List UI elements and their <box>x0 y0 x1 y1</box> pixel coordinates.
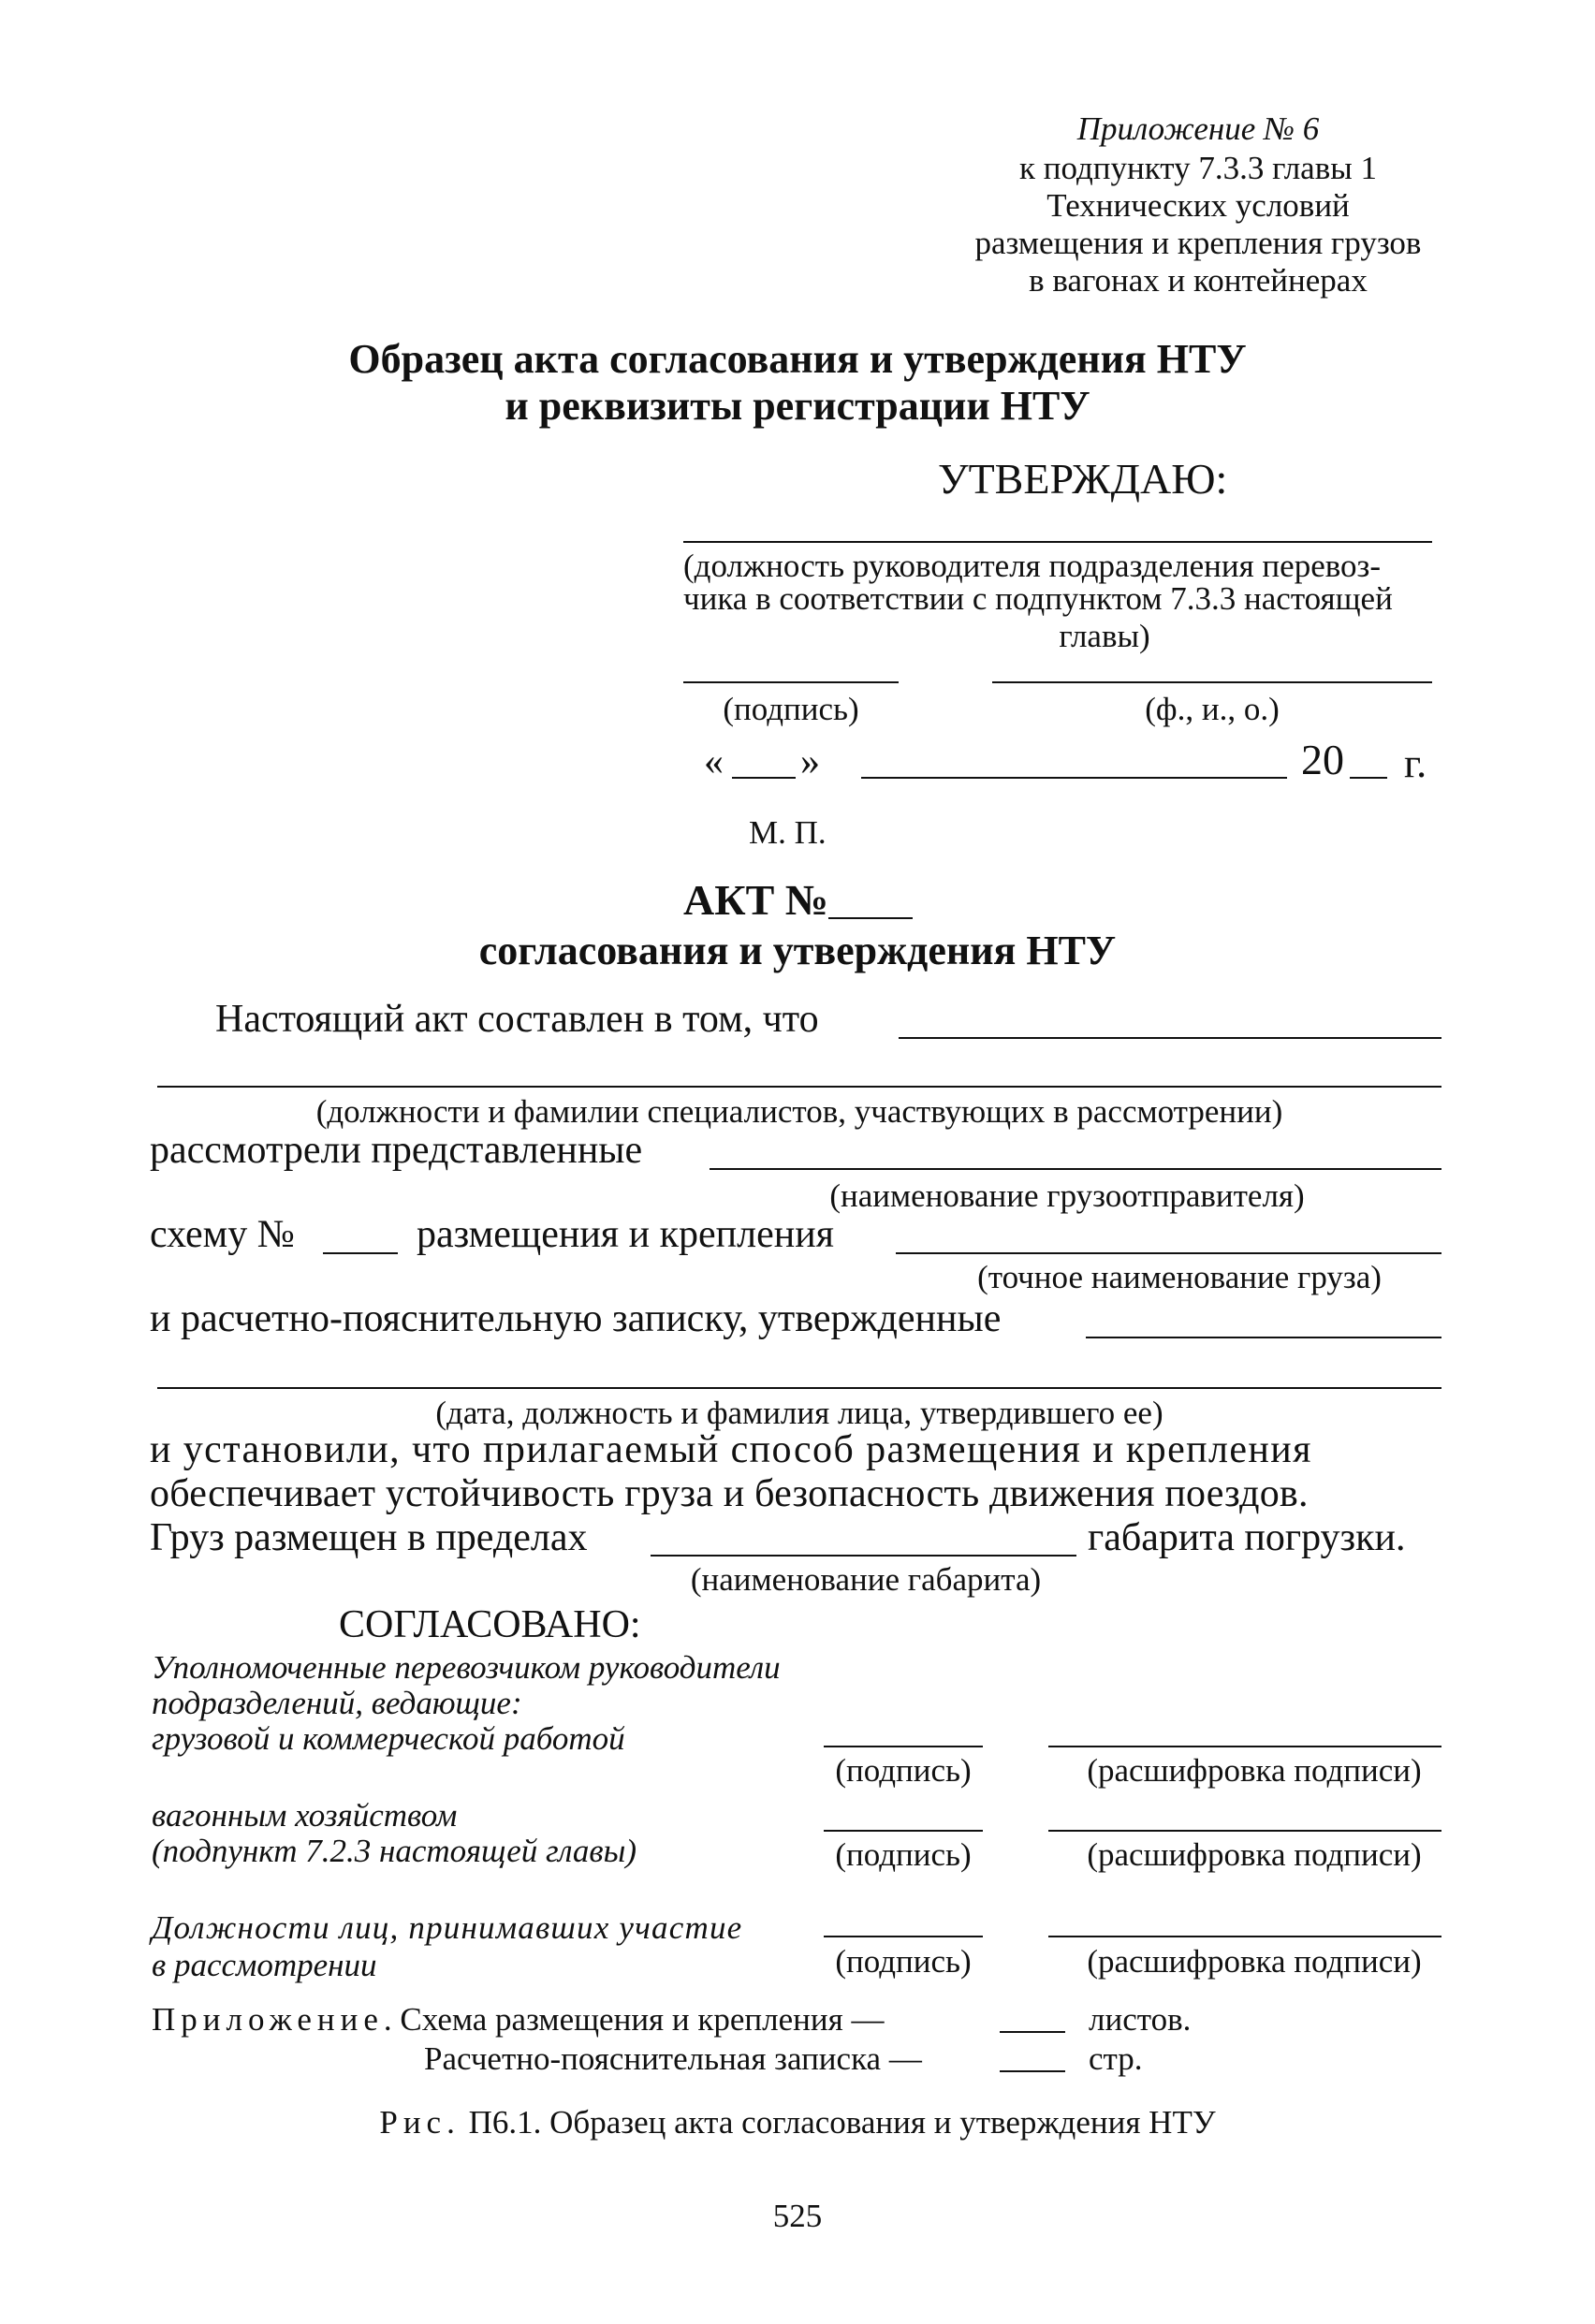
approve-signature-label: (подпись) <box>723 691 859 727</box>
page-title-line-2: и реквизиты регистрации НТУ <box>505 383 1090 429</box>
row-3-decoding-label: (расшифровка подписи) <box>1087 1943 1422 1980</box>
attachment-line-1 <box>152 2001 884 2039</box>
approve-fio-label: (ф., и., о.) <box>1145 691 1280 727</box>
attachment-item-2-unit: стр. <box>1089 2040 1143 2077</box>
act-hint-3: (точное наименование груза) <box>977 1259 1382 1295</box>
date-quote-close: » <box>800 740 820 783</box>
act-hint-4: (дата, должность и фамилия лица, утвердившего ее) <box>435 1395 1163 1431</box>
attachment-item-1: . Схема размещения и крепления — <box>383 2001 885 2038</box>
act-line-2-field <box>710 1168 1441 1170</box>
date-year-prefix: 20 <box>1301 736 1344 783</box>
act-line-2: рассмотрели представленные <box>150 1129 643 1172</box>
appendix-line-3: размещения и крепления грузов <box>974 225 1422 261</box>
row-2-signature-label: (подпись) <box>835 1836 972 1873</box>
row-1-signature-label: (подпись) <box>835 1752 972 1789</box>
approve-position-hint-3: главы) <box>1059 618 1150 654</box>
act-title: АКТ № <box>683 876 828 924</box>
approve-position-hint-2: чика в соответствии с подпунктом 7.3.3 настоящей <box>683 580 1393 617</box>
agreed-intro-1: Уполномоченные перевозчиком руководители <box>152 1649 781 1686</box>
approve-signature-line <box>683 681 899 683</box>
scheme-number-field <box>323 1252 398 1254</box>
act-paragraph-1: и установили, что прилагаемый способ размещения и крепления <box>150 1428 1312 1471</box>
agreed-intro-2: подразделений, ведающие: <box>152 1685 522 1721</box>
act-paragraph-2: обеспечивает устойчивость груза и безопасность движения поездов. <box>150 1472 1309 1515</box>
act-number-line <box>828 917 913 919</box>
act-line-4: и расчетно-пояснительную записку, утвержденные <box>150 1297 1002 1340</box>
approve-position-line <box>683 541 1432 543</box>
appendix-line-1: к подпункту 7.3.3 главы 1 <box>1019 150 1377 186</box>
pages-count-field <box>1000 2070 1065 2072</box>
row-2-decoding-line <box>1048 1830 1441 1832</box>
attachment-item-1-unit: листов. <box>1089 2001 1192 2038</box>
gauge-field <box>651 1555 1076 1557</box>
figure-caption-text: П6.1. Образец акта согласования и утверждения НТУ <box>460 2104 1216 2141</box>
act-line-3a: схему № <box>150 1213 295 1256</box>
act-subtitle: согласования и утверждения НТУ <box>478 928 1117 973</box>
row-1-signature-line <box>824 1746 983 1747</box>
act-hint-2: (наименование грузоотправителя) <box>829 1177 1305 1214</box>
act-line-3b: размещения и крепления <box>417 1213 834 1256</box>
date-month-line <box>861 777 1287 779</box>
agreed-row-2-label-2: (подпункт 7.2.3 настоящей главы) <box>152 1833 637 1869</box>
sheets-count-field <box>1000 2031 1065 2033</box>
figure-caption-label: Рис. <box>379 2104 461 2141</box>
appendix-number: Приложение № 6 <box>1076 110 1320 147</box>
act-line-1-field <box>899 1037 1441 1039</box>
act-line-1: Настоящий акт составлен в том, что <box>215 998 819 1041</box>
act-line-1b-field <box>157 1086 1441 1088</box>
date-quote-open: « <box>704 740 724 783</box>
row-2-signature-line <box>824 1830 983 1832</box>
act-line-4-field <box>1086 1337 1441 1338</box>
agreed-heading: СОГЛАСОВАНО: <box>339 1603 641 1646</box>
approve-fio-line <box>992 681 1432 683</box>
date-day-line <box>732 777 796 779</box>
row-3-decoding-line <box>1048 1936 1441 1937</box>
act-paragraph-3a: Груз размещен в пределах <box>150 1516 588 1559</box>
row-1-decoding-line <box>1048 1746 1441 1747</box>
page-number: 525 <box>772 2198 823 2234</box>
act-hint-5: (наименование габарита) <box>690 1561 1042 1598</box>
stamp-label: М. П. <box>749 814 827 851</box>
row-2-decoding-label: (расшифровка подписи) <box>1087 1836 1422 1873</box>
agreed-row-1-label: грузовой и коммерческой работой <box>152 1720 625 1757</box>
appendix-line-4: в вагонах и контейнерах <box>1029 262 1368 299</box>
agreed-row-3-label-2: в рассмотрении <box>152 1947 377 1983</box>
row-1-decoding-label: (расшифровка подписи) <box>1087 1752 1422 1789</box>
figure-caption <box>187 2104 1408 2141</box>
page-title-line-1: Образец акта согласования и утверждения НТУ <box>348 336 1247 382</box>
attachment-item-2: Расчетно-пояснительная записка — <box>424 2040 922 2077</box>
act-line-3-field <box>896 1252 1441 1254</box>
act-paragraph-3b: габарита погрузки. <box>1088 1516 1406 1559</box>
appendix-line-2: Технических условий <box>1046 187 1350 224</box>
act-line-4b-field <box>157 1387 1441 1389</box>
date-year-line <box>1350 777 1387 779</box>
agreed-row-3-label-1: Должности лиц, принимавших участие <box>152 1909 743 1946</box>
approve-position-hint-1: (должность руководителя подразделения перевоз- <box>683 548 1381 584</box>
act-hint-1: (должности и фамилии специалистов, участвующих в рассмотрении) <box>315 1093 1283 1130</box>
row-3-signature-line <box>824 1936 983 1937</box>
row-3-signature-label: (подпись) <box>835 1943 972 1980</box>
agreed-row-2-label-1: вагонным хозяйством <box>152 1797 458 1834</box>
approve-heading: УТВЕРЖДАЮ: <box>938 455 1228 503</box>
attachment-label: Приложение <box>152 2001 384 2038</box>
date-year-suffix: г. <box>1404 740 1427 786</box>
